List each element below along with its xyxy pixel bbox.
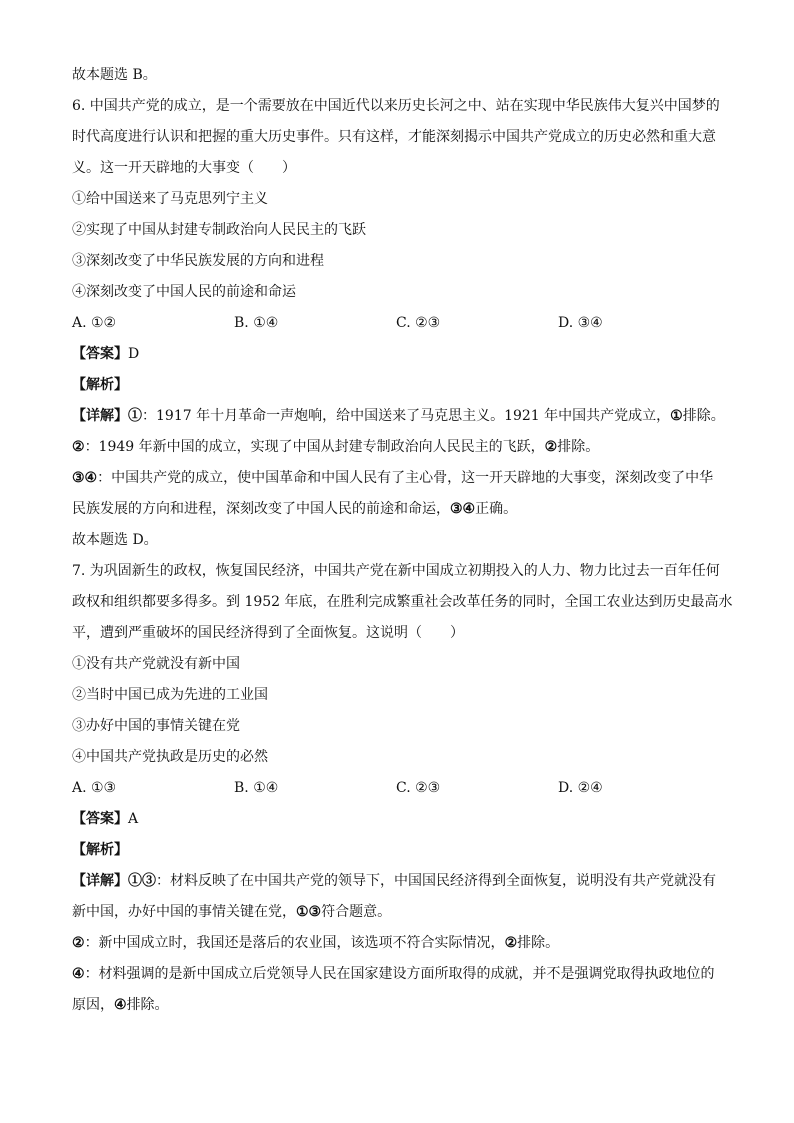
detail-text: ：中国共产党的成立，使中国革命和中国人民有了主心骨，这一开天辟地的大事变，深刻改变了中华 — [97, 470, 714, 486]
detail-text: ：1949 年新中国的成立，实现了中国从封建专制政治向人民民主的飞跃， — [84, 439, 545, 455]
statement-2: ②当时中国已成为先进的工业国 — [72, 687, 268, 703]
analysis-tag: 【解析】 — [72, 842, 128, 858]
statement-2: ②实现了中国从封建专制政治向人民民主的飞跃 — [72, 222, 366, 238]
detail-text: ：材料强调的是新中国成立后党领导人民在国家建设方面所取得的成就，并不是强调党取得执政地位的 — [84, 966, 715, 982]
option-d: D. ③④ — [558, 315, 603, 331]
option-b: B. ①④ — [234, 780, 279, 796]
question-6-line-3: 义。这一开天辟地的大事变（ ） — [72, 160, 296, 176]
detail-tag: 【详解】 — [72, 408, 128, 424]
detail-line-2 — [72, 432, 722, 463]
statement-4: ④中国共产党执政是历史的必然 — [72, 749, 268, 765]
option-a: A. ①② — [72, 315, 117, 331]
detail-tag: 【详解】 — [72, 873, 128, 889]
analysis-tag: 【解析】 — [72, 377, 128, 393]
detail-end: 符合题意。 — [321, 904, 392, 920]
detail-end: 排除。 — [557, 439, 600, 455]
answer-options — [72, 773, 722, 804]
detail-line-3 — [72, 959, 722, 990]
detail-end-key: ③④ — [450, 501, 476, 517]
conclusion: 故本题选 D。 — [72, 532, 158, 548]
statement-3: ③办好中国的事情关键在党 — [72, 718, 240, 734]
detail-end: 排除。 — [126, 997, 169, 1013]
previous-conclusion: 故本题选 B。 — [72, 67, 157, 83]
detail-key: ① — [128, 408, 142, 424]
answer-line — [72, 804, 722, 835]
answer-value: D — [128, 346, 140, 362]
detail-end-key: ② — [544, 439, 558, 455]
answer-tag: 【答案】 — [72, 811, 128, 827]
statement-1: ①给中国送来了马克思列宁主义 — [72, 191, 268, 207]
statement-4: ④深刻改变了中国人民的前途和命运 — [72, 284, 296, 300]
detail-key: ② — [72, 935, 85, 951]
detail-text: 新中国，办好中国的事情关键在党， — [72, 904, 296, 920]
detail-end-key: ② — [504, 935, 518, 951]
option-b: B. ①④ — [234, 315, 279, 331]
detail-line-3-cont — [72, 494, 722, 525]
question-6-line-1: 6. 中国共产党的成立，是一个需要放在中国近代以来历史长河之中、站在实现中华民族伟大复兴中国梦的 — [72, 98, 720, 114]
detail-end: 排除。 — [517, 935, 560, 951]
detail-line-1 — [72, 401, 725, 432]
detail-end-key: ①③ — [296, 904, 322, 920]
option-d: D. ②④ — [558, 780, 603, 796]
detail-key: ② — [72, 439, 85, 455]
option-a: A. ①③ — [72, 780, 117, 796]
detail-key: ①③ — [128, 873, 156, 889]
detail-line-2 — [72, 928, 722, 959]
question-6 — [72, 91, 725, 556]
question-7-line-1: 7. 为巩固新生的政权，恢复国民经济，中国共产党在新中国成立初期投入的人力、物力比过去一百年任何 — [72, 563, 720, 579]
detail-line-1 — [72, 866, 722, 897]
question-6-line-2: 时代高度进行认识和把握的重大历史事件。只有这样，才能深刻揭示中国共产党成立的历史必然和重大意 — [72, 129, 716, 145]
detail-end: 排除。 — [682, 408, 725, 424]
answer-options — [72, 308, 722, 339]
detail-text: ：新中国成立时，我国还是落后的农业国，该选项不符合实际情况， — [84, 935, 505, 951]
detail-text: ：材料反映了在中国共产党的领导下，中国国民经济得到全面恢复，说明没有共产党就没有 — [156, 873, 716, 889]
statement-1: ①没有共产党就没有新中国 — [72, 656, 240, 672]
answer-value: A — [128, 811, 139, 827]
option-c: C. ②③ — [396, 780, 441, 796]
answer-line — [72, 339, 722, 370]
detail-line-3-cont — [72, 990, 722, 1021]
detail-line-3 — [72, 463, 722, 494]
detail-end-key: ① — [670, 408, 683, 424]
detail-key: ③④ — [72, 470, 98, 486]
answer-tag: 【答案】 — [72, 346, 128, 362]
detail-end: 正确。 — [475, 501, 518, 517]
detail-end-key: ④ — [114, 997, 127, 1013]
detail-text: 民族发展的方向和进程，深刻改变了中国人民的前途和命运， — [72, 501, 450, 517]
question-7-line-3: 平，遭到严重破坏的国民经济得到了全面恢复。这说明（ ） — [72, 625, 464, 641]
document-page — [72, 60, 733, 1021]
option-c: C. ②③ — [396, 315, 441, 331]
detail-key: ④ — [72, 966, 85, 982]
detail-text: ：1917 年十月革命一声炮响，给中国送来了马克思主义。1921 年中国共产党成立， — [142, 408, 671, 424]
question-7 — [72, 556, 733, 1021]
detail-line-1-cont — [72, 897, 722, 928]
question-7-line-2: 政权和组织都要多得多。到 1952 年底，在胜利完成繁重社会改革任务的同时，全国工农业达到历史最高水 — [72, 594, 733, 610]
detail-text: 原因， — [72, 997, 114, 1013]
statement-3: ③深刻改变了中华民族发展的方向和进程 — [72, 253, 324, 269]
